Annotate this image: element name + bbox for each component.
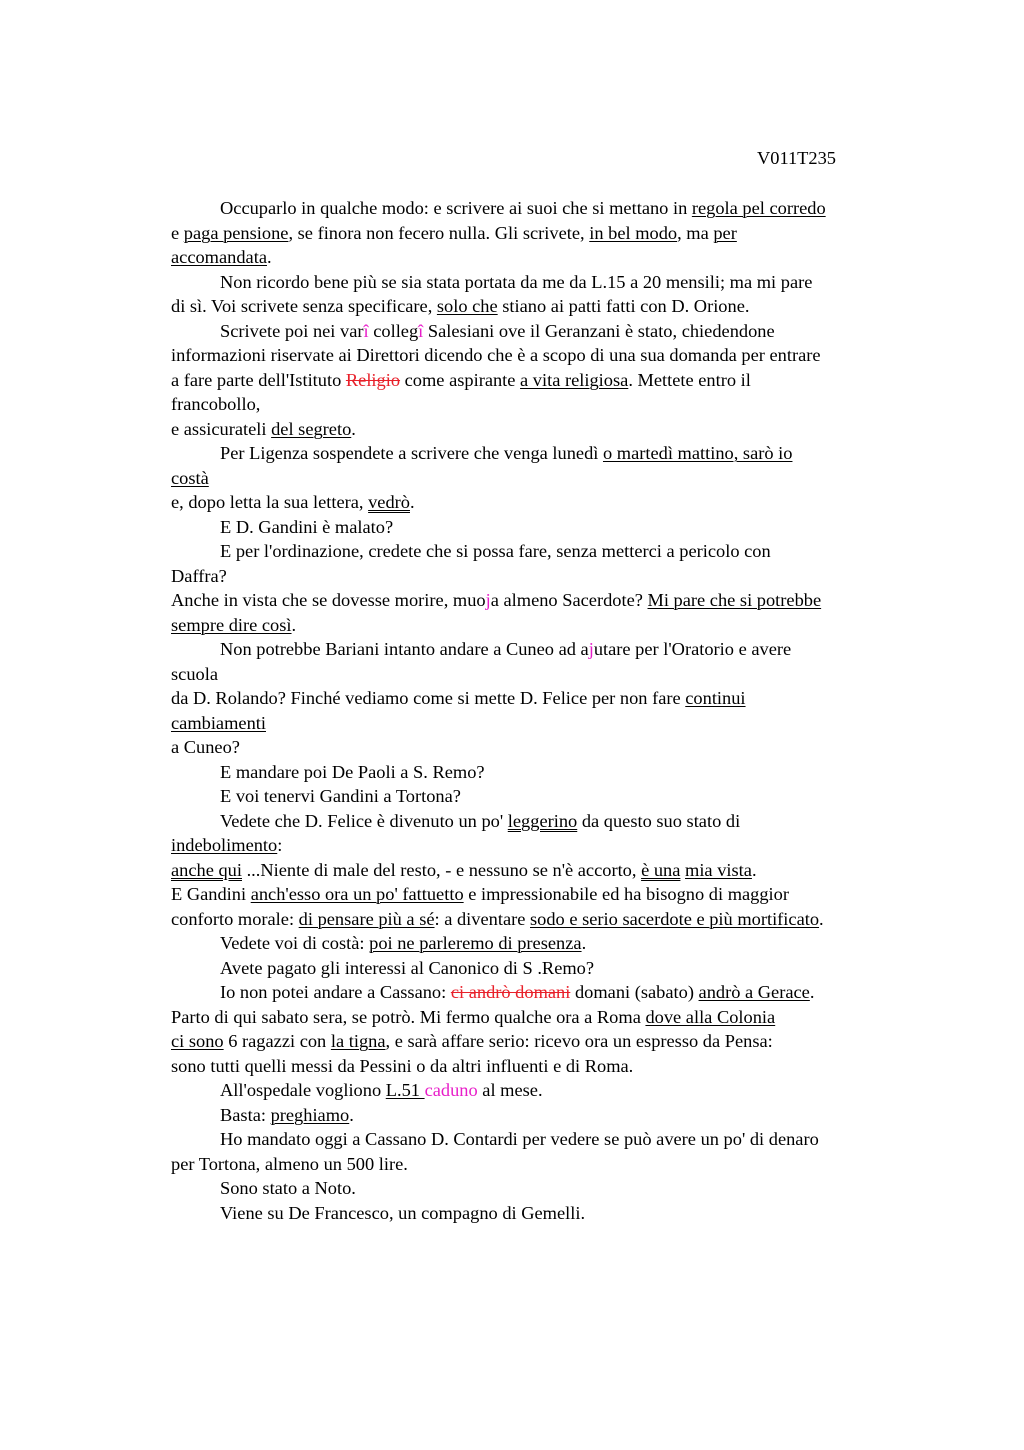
text-run: colleg: [368, 320, 419, 341]
text-run: .: [266, 247, 272, 267]
text-line: [171, 735, 911, 760]
text-line: [171, 294, 911, 319]
text-line: [171, 1078, 911, 1103]
text-line: [171, 907, 911, 932]
text-run: Avete pagato gli interessi al Canonico di S .Remo?: [220, 957, 595, 978]
text-run: Sono stato a Noto.: [220, 1178, 356, 1198]
text-run: E voi tenervi Gandini a Tortona?: [220, 786, 461, 806]
text-line: [171, 686, 911, 711]
letter-body: [171, 196, 911, 1225]
editorial-correction: caduno: [424, 1080, 478, 1100]
text-line: [171, 441, 911, 466]
text-line: [171, 588, 911, 613]
underlined-text: continui: [685, 688, 746, 708]
text-run: .: [751, 859, 757, 880]
text-run: .: [809, 982, 815, 1002]
underlined-text: a vita religiosa: [520, 369, 629, 390]
text-run: : a diventare: [434, 908, 530, 929]
double-underlined-text: è una: [641, 859, 681, 880]
text-run: .: [351, 418, 356, 439]
text-line: [171, 417, 911, 442]
double-underlined-text: anche qui: [171, 859, 242, 880]
underlined-text: ci sono: [171, 1031, 224, 1051]
document-id: V011T235: [757, 148, 837, 168]
text-run: ...Niente di male del resto, - e nessuno se n'è accorto,: [241, 859, 642, 880]
text-run: .: [349, 1104, 354, 1125]
text-line: [171, 1054, 911, 1079]
underlined-text: solo che: [436, 296, 498, 316]
underlined-text: indebolimento: [171, 835, 278, 855]
text-run: .: [581, 933, 587, 953]
text-line: [171, 1176, 911, 1201]
text-line: [171, 392, 911, 417]
text-run: E Gandini: [171, 884, 251, 904]
text-run: Io non potei andare a Cassano:: [220, 982, 451, 1002]
text-run: , ma: [677, 222, 714, 243]
text-run: per Tortona, almeno un 500 lire.: [171, 1153, 408, 1174]
text-run: informazioni riservate ai Direttori dicendo che è a scopo di una sua domanda per entrare: [171, 345, 821, 365]
text-run: e, dopo letta la sua lettera,: [171, 492, 369, 512]
text-line: [171, 1029, 911, 1054]
text-line: [171, 980, 911, 1005]
text-run: Vedete che D. Felice è divenuto un po': [220, 810, 508, 831]
underlined-text: L.51: [385, 1080, 425, 1100]
text-run: Per Ligenza sospendete a scrivere che venga lunedì: [220, 443, 603, 463]
text-run: e assicurateli: [171, 418, 272, 439]
text-run: All'ospedale vogliono: [220, 1080, 386, 1100]
text-run: .: [819, 908, 824, 929]
text-run: a Cuneo?: [171, 737, 240, 757]
underlined-text: preghiamo: [270, 1104, 350, 1125]
text-run: Anche in vista che se dovesse morire, muo: [171, 590, 486, 610]
text-line: [171, 196, 911, 221]
underlined-text: costà: [171, 467, 209, 488]
text-line: [171, 833, 911, 858]
text-line: [171, 343, 911, 368]
text-run: .: [409, 492, 415, 512]
text-run: E D. Gandini è malato?: [220, 516, 394, 537]
underlined-text: cambiamenti: [171, 712, 266, 733]
text-line: [171, 1201, 911, 1226]
text-line: [171, 760, 911, 785]
text-run: al mese.: [477, 1080, 543, 1100]
text-line: [171, 1152, 911, 1177]
text-run: Daffra?: [171, 565, 227, 586]
text-run: , se finora non fecero nulla. Gli scrivete,: [288, 222, 590, 243]
text-run: Non ricordo bene più se sia stata portata da me da L.15 a 20 mensili; ma mi pare: [220, 271, 813, 292]
text-run: domani (sabato): [570, 982, 699, 1002]
text-run: sono tutti quelli messi da Pessini o da altri influenti e di Roma.: [171, 1055, 634, 1076]
text-line: [171, 490, 911, 515]
underlined-text: mia vista: [685, 859, 752, 880]
double-underlined-text: vedrò: [368, 492, 410, 512]
underlined-text: poi ne parleremo di presenza: [369, 933, 582, 953]
text-run: E mandare poi De Paoli a S. Remo?: [220, 761, 485, 782]
text-line: [171, 931, 911, 956]
double-underlined-text: leggerino: [507, 810, 578, 831]
underlined-text: Mi pare che si potrebbe: [647, 590, 822, 610]
underlined-text: anch'esso ora un po' fattuetto: [250, 884, 464, 904]
text-run: Parto di qui sabato sera, se potrò. Mi fermo qualche ora a Roma: [171, 1006, 646, 1027]
text-run: scuola: [171, 663, 218, 684]
deleted-text: Religio: [345, 369, 401, 390]
text-run: Salesiani ove il Geranzani è stato, chiedendone: [423, 320, 775, 341]
text-line: [171, 466, 911, 491]
text-run: Scrivete poi nei var: [220, 320, 364, 341]
underlined-text: di pensare più a sé: [298, 908, 435, 929]
text-line: [171, 956, 911, 981]
text-run: stiano ai patti fatti con D. Orione.: [497, 296, 750, 316]
text-line: [171, 221, 911, 246]
text-run: come aspirante: [400, 369, 521, 390]
text-run: da questo suo stato di: [577, 810, 741, 831]
text-run: utare per l'Oratorio e avere: [593, 639, 792, 659]
editorial-correction: î: [363, 320, 369, 341]
text-run: conforto morale:: [171, 908, 299, 929]
underlined-text: accomandata: [171, 247, 267, 267]
text-line: [171, 1103, 911, 1128]
text-line: [171, 1127, 911, 1152]
editorial-correction: î: [418, 320, 424, 341]
underlined-text: paga pensione: [183, 222, 289, 243]
underlined-text: sodo e serio sacerdote e più mortificato: [530, 908, 820, 929]
text-run: a almeno Sacerdote?: [490, 590, 648, 610]
text-run: .: [291, 614, 297, 635]
text-line: [171, 319, 911, 344]
text-line: [171, 637, 911, 662]
underlined-text: del segreto: [271, 418, 352, 439]
underlined-text: regola pel corredo: [691, 198, 826, 218]
text-run: . Mettete entro il: [628, 369, 751, 390]
text-run: , e sarà affare serio: ricevo ora un espresso da Pensa:: [385, 1031, 773, 1051]
text-line: [171, 662, 911, 687]
underlined-text: o martedì mattino, sarò io: [602, 443, 793, 463]
text-line: [171, 245, 911, 270]
text-line: [171, 809, 911, 834]
editorial-correction: j: [588, 639, 594, 659]
text-line: [171, 858, 911, 883]
text-run: Basta:: [220, 1104, 271, 1125]
deleted-text: ci andrò domani: [450, 982, 571, 1002]
text-run: da D. Rolando? Finché vediamo come si mette D. Felice per non fare: [171, 688, 686, 708]
text-run: Occuparlo in qualche modo: e scrivere ai suoi che si mettano in: [220, 198, 692, 218]
text-line: [171, 515, 911, 540]
text-line: [171, 784, 911, 809]
underlined-text: in bel modo: [589, 222, 678, 243]
text-run: francobollo,: [171, 394, 261, 414]
underlined-text: andrò a Gerace: [698, 982, 810, 1002]
underlined-text: sempre dire così: [171, 614, 292, 635]
text-line: [171, 368, 911, 393]
text-line: [171, 1005, 911, 1030]
editorial-correction: j: [485, 590, 491, 610]
text-run: di sì. Voi scrivete senza specificare,: [171, 296, 437, 316]
text-run: e impressionabile ed ha bisogno di maggior: [463, 884, 789, 904]
text-line: [171, 270, 911, 295]
text-run: a fare parte dell'Istituto: [171, 369, 346, 390]
text-run: E per l'ordinazione, credete che si possa fare, senza metterci a pericolo con: [220, 541, 771, 561]
text-line: [171, 711, 911, 736]
text-run: Ho mandato oggi a Cassano D. Contardi per vedere se può avere un po' di denaro: [220, 1129, 819, 1149]
underlined-text: dove alla Colonia: [645, 1006, 776, 1027]
text-run: :: [277, 835, 283, 855]
text-run: 6 ragazzi con: [223, 1031, 331, 1051]
underlined-text: la tigna: [330, 1031, 386, 1051]
text-run: Non potrebbe Bariani intanto andare a Cuneo ad a: [220, 639, 589, 659]
underlined-text: per: [713, 222, 737, 243]
text-line: [171, 613, 911, 638]
text-run: Vedete voi di costà:: [220, 933, 370, 953]
text-run: Viene su De Francesco, un compagno di Gemelli.: [220, 1202, 586, 1223]
text-line: [171, 882, 911, 907]
text-line: [171, 564, 911, 589]
text-run: e: [171, 222, 184, 243]
text-line: [171, 539, 911, 564]
